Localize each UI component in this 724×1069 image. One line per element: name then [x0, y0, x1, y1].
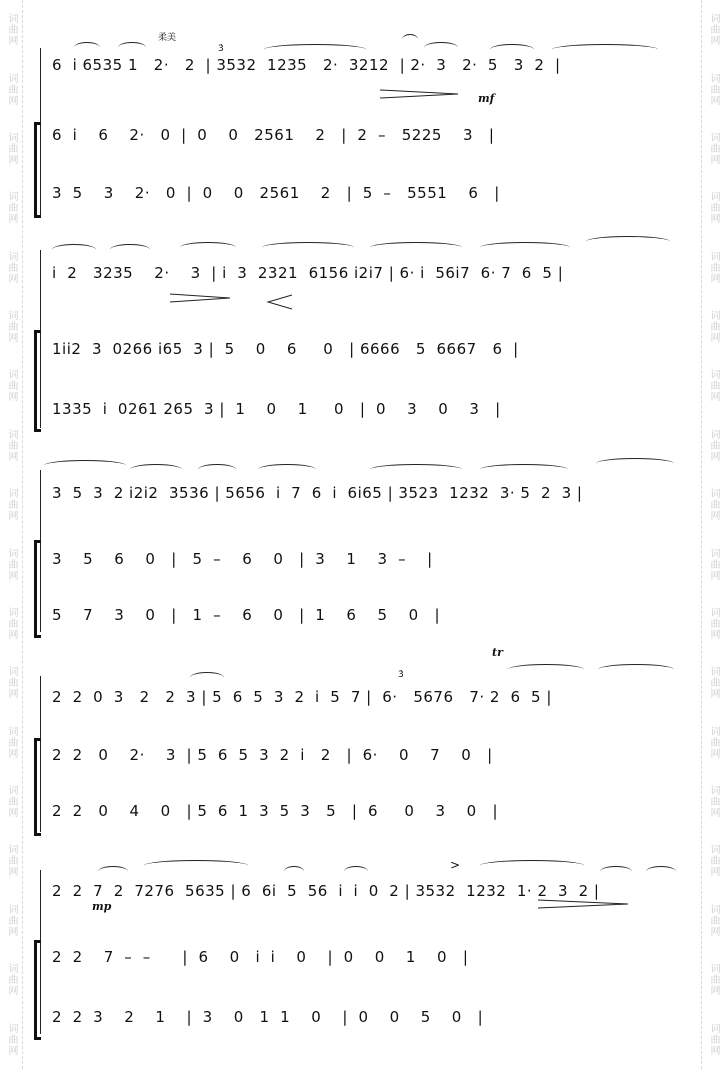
dynamic-mf: mf	[478, 92, 495, 105]
watermark-text: 词曲网	[708, 547, 719, 581]
watermark-text: 词曲网	[6, 13, 17, 47]
staff-notation: 2 2 0 2· 3 | 5 6 5 3 2 i 2 | 6· 0 7 0 |	[52, 746, 493, 764]
slur	[480, 242, 570, 253]
trill-mark: tr	[492, 646, 503, 659]
slur	[402, 34, 418, 45]
expression-mark: 柔美	[158, 33, 177, 43]
watermark-text: 词曲网	[708, 131, 719, 165]
staff-notation: 2 2 7 – – | 6 0 i i 0 | 0 0 1 0 |	[52, 948, 469, 966]
crescendo-hairpin	[266, 294, 294, 310]
slur	[370, 242, 462, 253]
harmony-staff-1	[30, 542, 698, 576]
watermark-text: 词曲网	[708, 844, 719, 878]
slur	[598, 664, 674, 675]
harmony-staff-1	[30, 738, 698, 772]
watermark-text: 词曲网	[708, 250, 719, 284]
decrescendo-hairpin	[170, 292, 232, 304]
melody-staff	[30, 48, 698, 82]
watermark-text: 词曲网	[6, 250, 17, 284]
slur	[144, 860, 248, 871]
slur	[130, 464, 182, 475]
slur	[52, 244, 96, 255]
staff-notation: 2 2 0 3 2 2 3 | 5 6 5 3 2 i 5 7 | 6· 5676 7· 2 6 5 |	[52, 688, 552, 706]
slur	[110, 244, 150, 255]
harmony-staff-1	[30, 332, 698, 366]
harmony-staff-2	[30, 392, 698, 426]
staff-notation: 3 5 3 2· 0 | 0 0 2561 2 | 5 – 5551 6 |	[52, 184, 500, 202]
melody-staff	[30, 256, 698, 290]
harmony-staff-2	[30, 176, 698, 210]
watermark-text: 词曲网	[708, 1022, 719, 1056]
watermark-text: 词曲网	[6, 72, 17, 106]
watermark-text: 词曲网	[708, 369, 719, 403]
watermark-text: 词曲网	[6, 310, 17, 344]
watermark-text: 词曲网	[708, 191, 719, 225]
watermark-text: 词曲网	[708, 606, 719, 640]
watermark-text: 词曲网	[708, 488, 719, 522]
watermark-text: 词曲网	[6, 191, 17, 225]
dynamic-mp: mp	[92, 900, 112, 913]
watermark-text: 词曲网	[708, 963, 719, 997]
slur	[198, 464, 236, 475]
melody-staff	[30, 476, 698, 510]
harmony-staff-1	[30, 940, 698, 974]
staff-notation: 3 5 3 2 i2i2 3536 | 5656 i 7 6 i 6i65 | 3523 1232 3· 5 2 3 |	[52, 484, 583, 502]
staff-notation: 3 5 6 0 | 5 – 6 0 | 3 1 3 – |	[52, 550, 433, 568]
harmony-staff-2	[30, 794, 698, 828]
slur	[508, 664, 584, 675]
staff-notation: 2 2 7 2 7276 5635 | 6 6i 5 56 i i 0 2 | 3532 1232 1· 2 3 2 |	[52, 882, 600, 900]
slur	[480, 464, 568, 475]
harmony-staff-2	[30, 1000, 698, 1034]
slur	[262, 242, 354, 253]
watermark-text: 词曲网	[708, 13, 719, 47]
staff-notation: 6 i 6535 1 2· 2 | 3532 1235 2· 3212 | 2· 3 2· 5 3 2 |	[52, 56, 561, 74]
slur	[586, 236, 670, 247]
grace-note: 3̇	[218, 44, 224, 54]
watermark-text: 词曲网	[6, 785, 17, 819]
watermark-text: 词曲网	[6, 369, 17, 403]
watermark-text: 词曲网	[708, 428, 719, 462]
watermark-text: 词曲网	[708, 725, 719, 759]
watermark-text: 词曲网	[6, 844, 17, 878]
watermark-text: 词曲网	[708, 903, 719, 937]
watermark-text: 词曲网	[708, 72, 719, 106]
watermark-text: 词曲网	[6, 428, 17, 462]
watermark-text: 词曲网	[708, 785, 719, 819]
decrescendo-hairpin	[380, 88, 460, 100]
watermark-text: 词曲网	[708, 310, 719, 344]
watermark-text: 词曲网	[6, 131, 17, 165]
staff-notation: 1ii2 3 0266 i65 3 | 5 0 6 0 | 6666 5 6667 6 |	[52, 340, 519, 358]
harmony-staff-2	[30, 598, 698, 632]
grace-note: 3̇	[398, 670, 404, 680]
watermark-text: 词曲网	[708, 666, 719, 700]
slur	[44, 460, 126, 471]
right-watermark-column	[701, 0, 724, 1069]
watermark-text: 词曲网	[6, 1022, 17, 1056]
watermark-text: 词曲网	[6, 725, 17, 759]
watermark-text: 词曲网	[6, 547, 17, 581]
slur	[480, 860, 584, 871]
jianpu-score	[30, 0, 698, 1069]
accent-mark: >	[450, 858, 461, 872]
slur	[370, 464, 462, 475]
watermark-text: 词曲网	[6, 666, 17, 700]
slur	[258, 464, 316, 475]
slur	[596, 458, 674, 469]
watermark-text: 词曲网	[6, 963, 17, 997]
staff-notation: 1335 i 0261 265 3 | 1 0 1 0 | 0 3 0 3 |	[52, 400, 501, 418]
staff-notation: 5 7 3 0 | 1 – 6 0 | 1 6 5 0 |	[52, 606, 441, 624]
watermark-text: 词曲网	[6, 606, 17, 640]
staff-notation: 6 i 6 2· 0 | 0 0 2561 2 | 2 – 5225 3 |	[52, 126, 495, 144]
staff-notation: 2 2 0 4 0 | 5 6 1 3 5 3 5 | 6 0 3 0 |	[52, 802, 499, 820]
watermark-text: 词曲网	[6, 903, 17, 937]
melody-staff	[30, 680, 698, 714]
harmony-staff-1	[30, 118, 698, 152]
slur	[180, 242, 236, 253]
melody-staff	[30, 874, 698, 908]
left-watermark-column	[0, 0, 23, 1069]
staff-notation: i 2 3235 2· 3 | i 3 2321 6156 i2i7 | 6· i 56i7 6· 7 6 5 |	[52, 264, 564, 282]
watermark-text: 词曲网	[6, 488, 17, 522]
staff-notation: 2 2 3 2 1 | 3 0 1 1 0 | 0 0 5 0 |	[52, 1008, 484, 1026]
